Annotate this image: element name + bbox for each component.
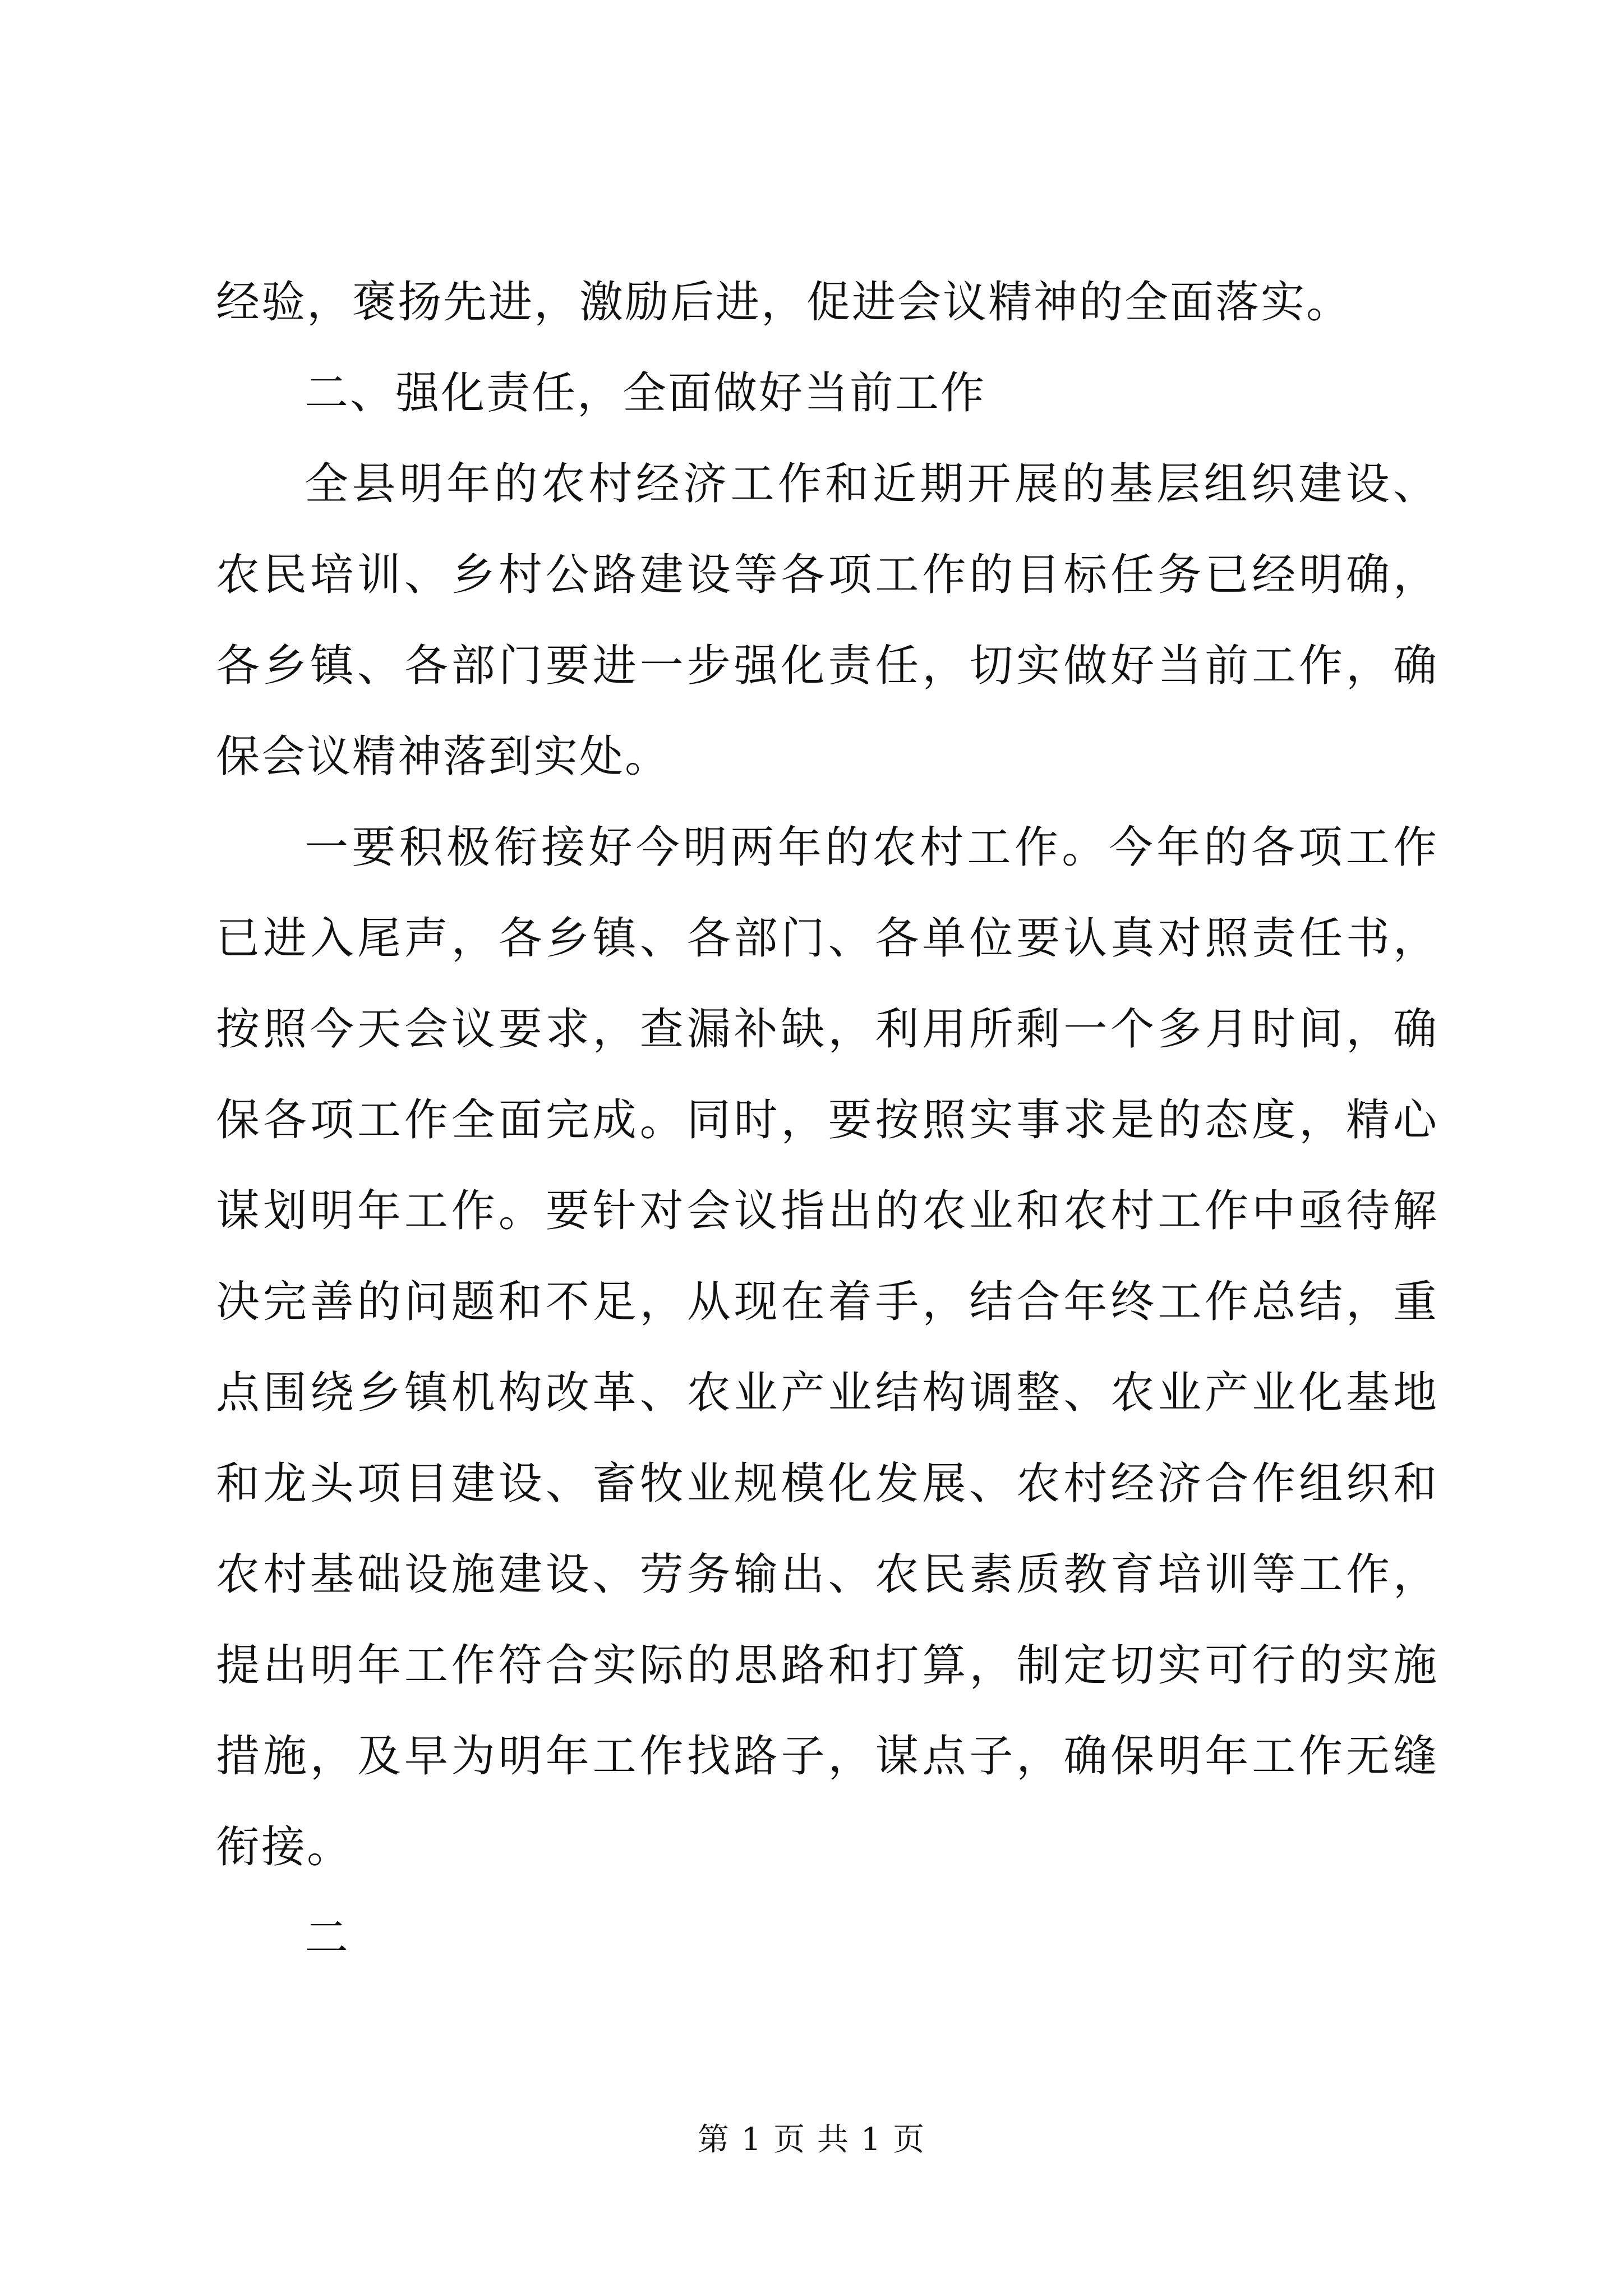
- document-body: [216, 257, 1438, 1984]
- page-footer: 第 1 页 共 1 页: [697, 2122, 926, 2158]
- paragraph: 全县明年的农村经济工作和近期开展的基层组织建设、农民培训、乡村公路建设等各项工作的目标任务已经明确，各乡镇、各部门要进一步强化责任，切实做好当前工作，确保会议精神落到实处。: [216, 459, 1438, 782]
- paragraph: 一要积极衔接好今明两年的农村工作。今年的各项工作已进入尾声，各乡镇、各部门、各单位要认真对照责任书，按照今天会议要求，查漏补缺，利用所剩一个多月时间，确保各项工作全面完成。同时，要按照实事求是的态度，精心谋划明年工作。要针对会议指出的农业和农村工作中亟待解决完善的问题和不足，从现在着手，结合年终工作总结，重点围绕乡镇机构改革、农业产业结构调整、农业产业化基地和龙头项目建设、畜牧业规模化发展、农村经济合作组织和农村基础设施建设、劳务输出、农民素质教育培训等工作，提出明年工作符合实际的思路和打算，制定切实可行的实施措施，及早为明年工作找路子，谋点子，确保明年工作无缝衔接。: [216, 822, 1438, 1872]
- section-heading: 二、强化责任，全面做好当前工作: [305, 368, 986, 418]
- paragraph-fragment: 二: [305, 1913, 351, 1963]
- paragraph-continuation: 经验，褒扬先进，激励后进，促进会议精神的全面落实。: [216, 277, 1352, 328]
